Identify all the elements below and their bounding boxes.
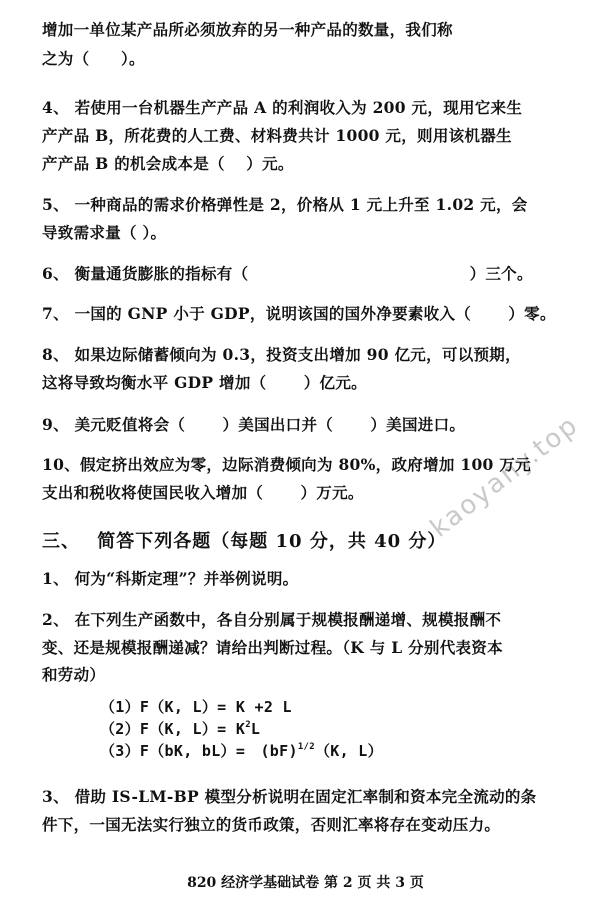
short-answer-2-line: 2、 在下列生产函数中，各自分别属于规模报酬递增、规模报酬不 xyxy=(42,610,502,629)
question-line: 之为（ ）。 xyxy=(42,49,145,68)
section-title: 三、 简答下列各题（每题 10 分，共 40 分） xyxy=(42,531,447,552)
formula-2-exponent: 2 xyxy=(245,720,251,730)
question-8-line: 这将导致均衡水平 GDP 增加（ ）亿元。 xyxy=(42,373,367,392)
question-4-line: 产产品 B 的机会成本是（ ）元。 xyxy=(42,154,294,173)
question-4-line: 4、 若使用一台机器生产产品 A 的利润收入为 200 元，现用它来生 xyxy=(42,98,523,117)
question-line: 增加一单位某产品所必须放弃的另一种产品的数量，我们称 xyxy=(42,20,453,39)
formula-2-tail: L xyxy=(250,720,261,738)
page-footer: 820 经济学基础试卷 第 2 页 共 3 页 xyxy=(187,875,424,891)
formula-3-base: （3）F（bK, bL）= (bF) xyxy=(100,742,298,760)
formula-3 xyxy=(100,740,383,761)
short-answer-3-line: 3、 借助 IS-LM-BP 模型分析说明在固定汇率制和资本完全流动的条 xyxy=(42,787,537,806)
short-answer-2-line: 变、还是规模报酬递减？请给出判断过程。（K 与 L 分别代表资本 xyxy=(42,638,503,657)
question-6-line: 6、 衡量通货膨胀的指标有（ ）三个。 xyxy=(42,264,533,283)
question-5-line: 导致需求量（ ）。 xyxy=(42,223,167,242)
short-answer-1: 1、 何为“科斯定理”？并举例说明。 xyxy=(42,569,299,588)
question-5-line: 5、 一种商品的需求价格弹性是 2，价格从 1 元上升至 1.02 元，会 xyxy=(42,195,528,214)
formula-2-base: （2）F（K, L）= K xyxy=(100,720,246,738)
question-10-line: 10、假定挤出效应为零，边际消费倾向为 80%，政府增加 100 万元 xyxy=(42,455,531,474)
formula-3-tail: （K, L） xyxy=(314,742,383,760)
question-4-line: 产产品 B，所花费的人工费、材料费共计 1000 元，则用该机器生 xyxy=(42,126,512,145)
formula-1: （1）F（K, L）= K +2 L xyxy=(100,698,292,716)
question-7-line: 7、 一国的 GNP 小于 GDP，说明该国的国外净要素收入（ ）零。 xyxy=(42,304,556,323)
formula-2 xyxy=(100,718,260,739)
short-answer-3-line: 件下，一国无法实行独立的货币政策，否则汇率将存在变动压力。 xyxy=(42,815,501,834)
question-10-line: 支出和税收将使国民收入增加（ ）万元。 xyxy=(42,483,364,502)
formula-3-exponent: 1/2 xyxy=(297,742,315,752)
short-answer-2-line: 和劳动） xyxy=(42,665,106,684)
watermark-text: kaoyany.top xyxy=(425,409,585,544)
question-8-line: 8、 如果边际储蓄倾向为 0.3，投资支出增加 90 亿元，可以预期， xyxy=(42,345,521,364)
question-9-line: 9、 美元贬值将会（ ）美国出口并（ ）美国进口。 xyxy=(42,415,466,434)
